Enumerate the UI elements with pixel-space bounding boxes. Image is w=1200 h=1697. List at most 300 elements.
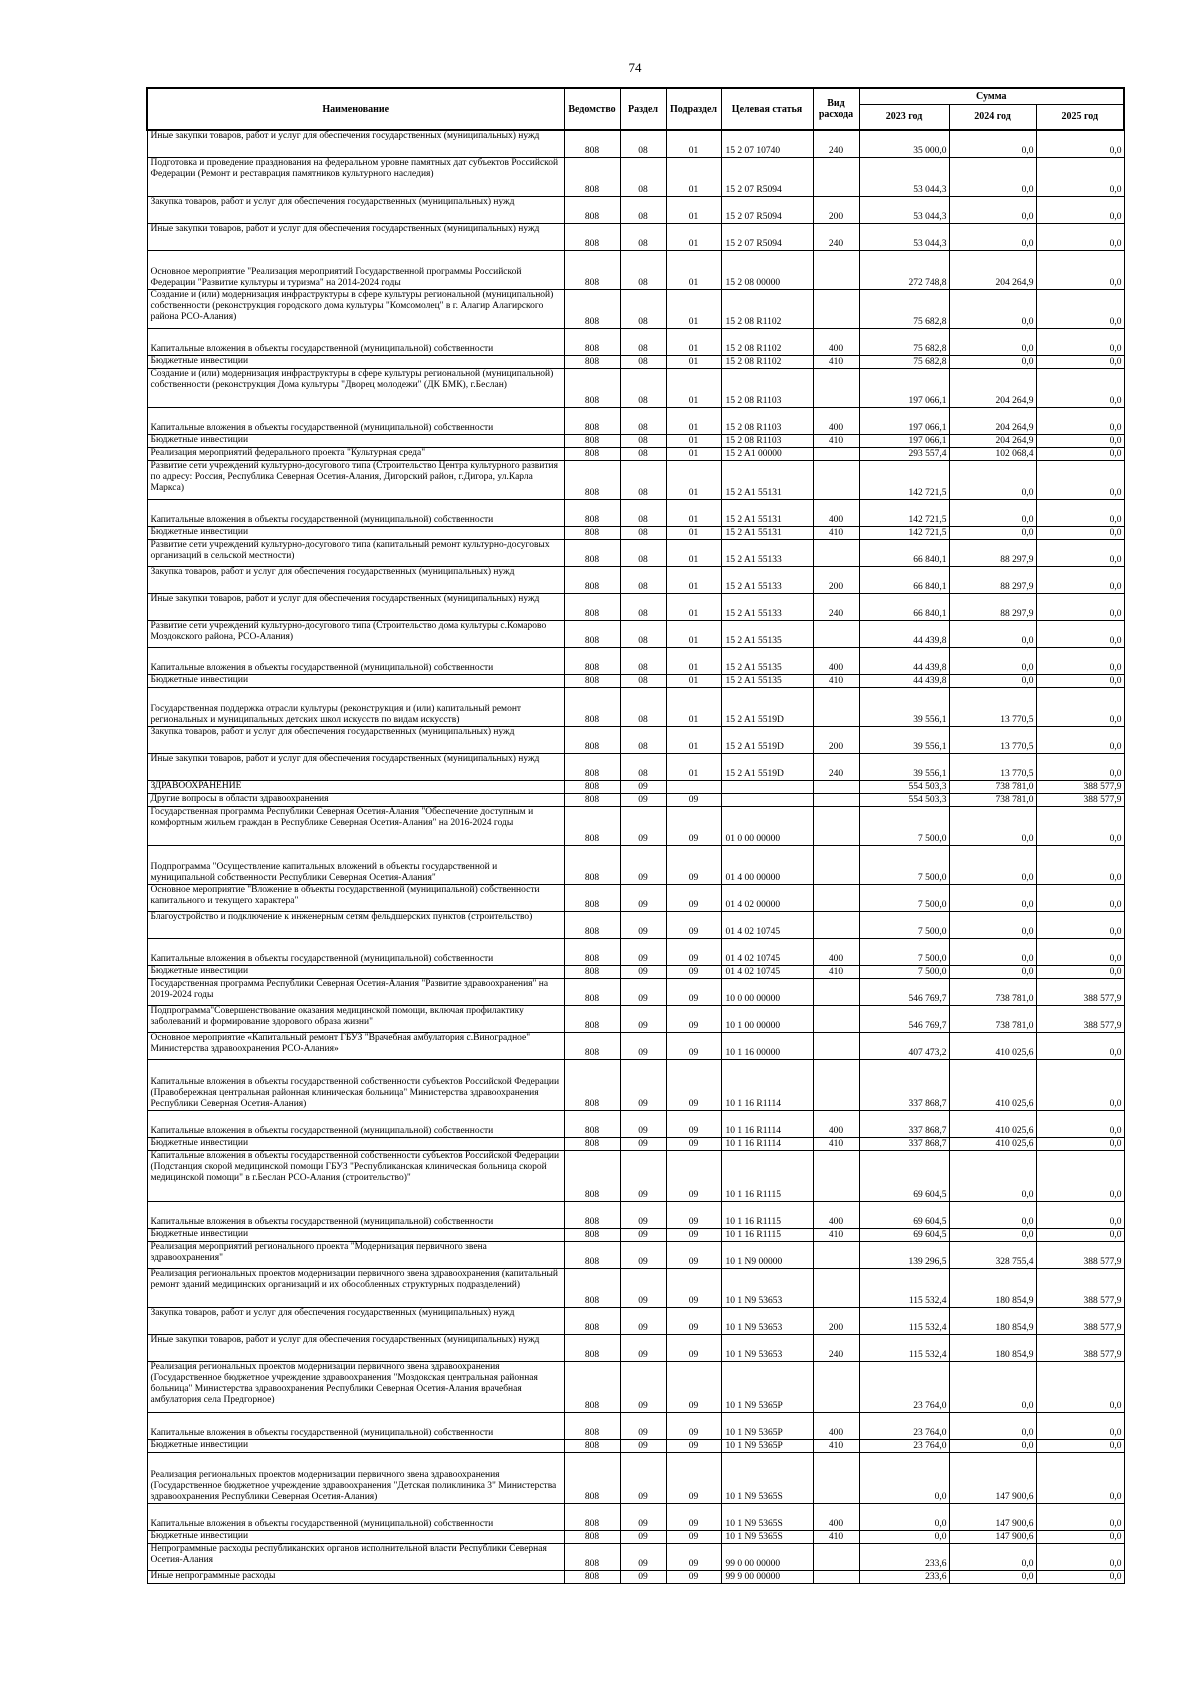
cell-name: Реализация региональных проектов модернизации первичного звена здравоохранения (Государственное бюджетное учреждение здравоохранения "Детская поликлиника 3" Министерства здравоохранения Республики Северная Осетия-Алания) xyxy=(147,1453,564,1504)
cell-podrazdel: 09 xyxy=(666,1413,721,1440)
cell-sum-2025: 0,0 xyxy=(1036,1362,1124,1413)
cell-vedomstvo: 808 xyxy=(564,500,620,527)
cell-sum-2025: 0,0 xyxy=(1036,224,1124,251)
cell-target: 10 1 16 R1114 xyxy=(721,1060,813,1111)
cell-vid xyxy=(813,1453,859,1504)
cell-vedomstvo: 808 xyxy=(564,527,620,540)
cell-vid: 410 xyxy=(813,1440,859,1453)
cell-sum-2025: 0,0 xyxy=(1036,1138,1124,1151)
cell-name: Иные закупки товаров, работ и услуг для обеспечения государственных (муниципальных) нужд xyxy=(147,754,564,781)
cell-vid: 200 xyxy=(813,567,859,594)
cell-razdel: 08 xyxy=(620,594,666,621)
cell-podrazdel: 01 xyxy=(666,688,721,727)
cell-sum-2023: 554 503,3 xyxy=(859,794,949,807)
cell-sum-2025: 388 577,9 xyxy=(1036,979,1124,1006)
cell-podrazdel: 09 xyxy=(666,1151,721,1202)
cell-vid xyxy=(813,448,859,461)
cell-vid: 400 xyxy=(813,648,859,675)
cell-sum-2025: 0,0 xyxy=(1036,1033,1124,1060)
cell-vid: 410 xyxy=(813,435,859,448)
cell-razdel: 09 xyxy=(620,794,666,807)
cell-razdel: 08 xyxy=(620,290,666,329)
cell-name: Основное мероприятие "Реализация мероприятий Государственной программы Российской Федерации "Развитие культуры и туризма" на 2014-2024 годы xyxy=(147,251,564,290)
cell-vid xyxy=(813,158,859,197)
cell-sum-2024: 13 770,5 xyxy=(949,688,1036,727)
cell-vedomstvo: 808 xyxy=(564,290,620,329)
cell-name: Развитие сети учреждений культурно-досугового типа (капитальный ремонт культурно-досуговых организаций в сельской местности) xyxy=(147,540,564,567)
cell-sum-2024: 738 781,0 xyxy=(949,781,1036,794)
cell-razdel: 09 xyxy=(620,846,666,885)
cell-razdel: 09 xyxy=(620,1362,666,1413)
cell-sum-2023: 66 840,1 xyxy=(859,594,949,621)
cell-vid: 200 xyxy=(813,197,859,224)
cell-sum-2025: 0,0 xyxy=(1036,846,1124,885)
cell-sum-2023: 39 556,1 xyxy=(859,727,949,754)
cell-sum-2024: 204 264,9 xyxy=(949,251,1036,290)
cell-podrazdel: 09 xyxy=(666,807,721,846)
cell-target: 10 1 N9 00000 xyxy=(721,1242,813,1269)
cell-name: Бюджетные инвестиции xyxy=(147,356,564,369)
table-row xyxy=(147,329,1124,356)
cell-vedomstvo: 808 xyxy=(564,197,620,224)
cell-sum-2024: 0,0 xyxy=(949,1413,1036,1440)
cell-razdel: 08 xyxy=(620,540,666,567)
cell-razdel: 09 xyxy=(620,912,666,939)
cell-target: 15 2 08 R1103 xyxy=(721,435,813,448)
cell-sum-2023: 53 044,3 xyxy=(859,197,949,224)
cell-podrazdel: 09 xyxy=(666,794,721,807)
table-row xyxy=(147,1229,1124,1242)
cell-sum-2024: 0,0 xyxy=(949,356,1036,369)
cell-podrazdel: 01 xyxy=(666,594,721,621)
cell-sum-2023: 197 066,1 xyxy=(859,435,949,448)
header-summa: Сумма xyxy=(859,88,1124,104)
cell-vid: 410 xyxy=(813,675,859,688)
cell-name: Государственная программа Республики Северная Осетия-Алания "Развитие здравоохранения" на 2019-2024 годы xyxy=(147,979,564,1006)
cell-podrazdel: 01 xyxy=(666,329,721,356)
cell-sum-2024: 13 770,5 xyxy=(949,754,1036,781)
table-row xyxy=(147,1138,1124,1151)
cell-target: 10 0 00 00000 xyxy=(721,979,813,1006)
cell-vid xyxy=(813,1151,859,1202)
cell-podrazdel: 09 xyxy=(666,1571,721,1584)
cell-sum-2025: 0,0 xyxy=(1036,1229,1124,1242)
cell-vid: 240 xyxy=(813,130,859,158)
cell-name: Иные непрограммные расходы xyxy=(147,1571,564,1584)
cell-vedomstvo: 808 xyxy=(564,1229,620,1242)
cell-sum-2025: 0,0 xyxy=(1036,1060,1124,1111)
table-row xyxy=(147,435,1124,448)
cell-podrazdel: 01 xyxy=(666,500,721,527)
table-row xyxy=(147,912,1124,939)
cell-razdel: 09 xyxy=(620,1544,666,1571)
cell-vedomstvo: 808 xyxy=(564,408,620,435)
cell-name: Закупка товаров, работ и услуг для обеспечения государственных (муниципальных) нужд xyxy=(147,567,564,594)
cell-vedomstvo: 808 xyxy=(564,979,620,1006)
table-row xyxy=(147,130,1124,158)
cell-sum-2023: 39 556,1 xyxy=(859,754,949,781)
cell-vid: 200 xyxy=(813,1308,859,1335)
cell-vedomstvo: 808 xyxy=(564,356,620,369)
cell-name: Бюджетные инвестиции xyxy=(147,527,564,540)
cell-sum-2025: 0,0 xyxy=(1036,912,1124,939)
cell-podrazdel: 09 xyxy=(666,966,721,979)
cell-sum-2025: 0,0 xyxy=(1036,130,1124,158)
table-row xyxy=(147,356,1124,369)
cell-vedomstvo: 808 xyxy=(564,540,620,567)
cell-vid xyxy=(813,621,859,648)
table-row xyxy=(147,158,1124,197)
cell-podrazdel: 09 xyxy=(666,885,721,912)
cell-target: 10 1 16 R1115 xyxy=(721,1202,813,1229)
cell-podrazdel: 09 xyxy=(666,1111,721,1138)
cell-vedomstvo: 808 xyxy=(564,1544,620,1571)
cell-podrazdel: 09 xyxy=(666,1335,721,1362)
table-row xyxy=(147,1202,1124,1229)
cell-vedomstvo: 808 xyxy=(564,727,620,754)
cell-name: Бюджетные инвестиции xyxy=(147,675,564,688)
cell-name: Непрограммные расходы республиканских органов исполнительной власти Республики Северная Осетия-Алания xyxy=(147,1544,564,1571)
cell-sum-2024: 0,0 xyxy=(949,939,1036,966)
cell-target: 10 1 16 R1115 xyxy=(721,1229,813,1242)
cell-sum-2025: 0,0 xyxy=(1036,1453,1124,1504)
cell-razdel: 08 xyxy=(620,197,666,224)
cell-sum-2023: 115 532,4 xyxy=(859,1308,949,1335)
cell-sum-2025: 388 577,9 xyxy=(1036,781,1124,794)
cell-razdel: 09 xyxy=(620,807,666,846)
cell-sum-2024: 0,0 xyxy=(949,500,1036,527)
cell-name: Иные закупки товаров, работ и услуг для обеспечения государственных (муниципальных) нужд xyxy=(147,224,564,251)
cell-vedomstvo: 808 xyxy=(564,251,620,290)
cell-target: 99 0 00 00000 xyxy=(721,1544,813,1571)
table-row xyxy=(147,621,1124,648)
cell-podrazdel: 09 xyxy=(666,846,721,885)
cell-sum-2024: 204 264,9 xyxy=(949,435,1036,448)
cell-vid: 410 xyxy=(813,527,859,540)
cell-vid: 400 xyxy=(813,1504,859,1531)
table-row xyxy=(147,794,1124,807)
cell-razdel: 09 xyxy=(620,1531,666,1544)
cell-sum-2024: 0,0 xyxy=(949,1151,1036,1202)
cell-vid xyxy=(813,369,859,408)
cell-vedomstvo: 808 xyxy=(564,807,620,846)
cell-vedomstvo: 808 xyxy=(564,1453,620,1504)
cell-sum-2025: 0,0 xyxy=(1036,1202,1124,1229)
table-body xyxy=(147,130,1124,1584)
cell-sum-2024: 0,0 xyxy=(949,966,1036,979)
cell-name: Подготовка и проведение празднования на федеральном уровне памятных дат субъектов Российской Федерации (Ремонт и реставрация памятников культурного наследия) xyxy=(147,158,564,197)
cell-target: 15 2 A1 55131 xyxy=(721,527,813,540)
cell-sum-2023: 142 721,5 xyxy=(859,500,949,527)
cell-sum-2023: 66 840,1 xyxy=(859,540,949,567)
cell-razdel: 09 xyxy=(620,1229,666,1242)
cell-sum-2025: 0,0 xyxy=(1036,885,1124,912)
cell-sum-2024: 0,0 xyxy=(949,224,1036,251)
header-vedomstvo: Ведомство xyxy=(564,88,620,130)
cell-podrazdel: 01 xyxy=(666,540,721,567)
table-row xyxy=(147,1033,1124,1060)
table-row xyxy=(147,1453,1124,1504)
table-row xyxy=(147,369,1124,408)
cell-vid xyxy=(813,885,859,912)
cell-sum-2024: 88 297,9 xyxy=(949,540,1036,567)
cell-vid: 240 xyxy=(813,754,859,781)
cell-name: Благоустройство и подключение к инженерным сетям фельдшерских пунктов (строительство) xyxy=(147,912,564,939)
cell-target: 15 2 A1 55133 xyxy=(721,567,813,594)
cell-sum-2024: 180 854,9 xyxy=(949,1269,1036,1308)
cell-target: 15 2 08 R1102 xyxy=(721,290,813,329)
cell-sum-2023: 7 500,0 xyxy=(859,885,949,912)
cell-target: 15 2 A1 55135 xyxy=(721,621,813,648)
cell-vid: 240 xyxy=(813,224,859,251)
cell-vedomstvo: 808 xyxy=(564,567,620,594)
cell-vid xyxy=(813,540,859,567)
cell-razdel: 09 xyxy=(620,1033,666,1060)
cell-sum-2024: 0,0 xyxy=(949,290,1036,329)
cell-name: Реализация мероприятий регионального проекта "Модернизация первичного звена здравоохранения" xyxy=(147,1242,564,1269)
cell-vedomstvo: 808 xyxy=(564,435,620,448)
cell-vedomstvo: 808 xyxy=(564,369,620,408)
cell-vid: 240 xyxy=(813,594,859,621)
cell-sum-2024: 0,0 xyxy=(949,912,1036,939)
cell-sum-2024: 180 854,9 xyxy=(949,1335,1036,1362)
cell-sum-2023: 0,0 xyxy=(859,1531,949,1544)
cell-sum-2023: 7 500,0 xyxy=(859,912,949,939)
cell-sum-2023: 554 503,3 xyxy=(859,781,949,794)
cell-sum-2025: 0,0 xyxy=(1036,621,1124,648)
cell-razdel: 09 xyxy=(620,1308,666,1335)
cell-sum-2023: 0,0 xyxy=(859,1504,949,1531)
cell-podrazdel: 01 xyxy=(666,448,721,461)
cell-vedomstvo: 808 xyxy=(564,1440,620,1453)
cell-sum-2023: 39 556,1 xyxy=(859,688,949,727)
cell-sum-2024: 147 900,6 xyxy=(949,1531,1036,1544)
cell-vid xyxy=(813,1006,859,1033)
cell-podrazdel: 01 xyxy=(666,648,721,675)
cell-sum-2024: 0,0 xyxy=(949,846,1036,885)
cell-sum-2023: 546 769,7 xyxy=(859,1006,949,1033)
cell-podrazdel: 09 xyxy=(666,1544,721,1571)
cell-vedomstvo: 808 xyxy=(564,1531,620,1544)
table-row xyxy=(147,1544,1124,1571)
header-razdel: Раздел xyxy=(620,88,666,130)
cell-vedomstvo: 808 xyxy=(564,688,620,727)
cell-name: Закупка товаров, работ и услуг для обеспечения государственных (муниципальных) нужд xyxy=(147,727,564,754)
cell-vid xyxy=(813,1269,859,1308)
cell-sum-2025: 0,0 xyxy=(1036,688,1124,727)
cell-sum-2025: 0,0 xyxy=(1036,197,1124,224)
cell-target: 15 2 A1 5519D xyxy=(721,754,813,781)
cell-podrazdel: 09 xyxy=(666,1242,721,1269)
table-row xyxy=(147,1362,1124,1413)
cell-target: 10 1 N9 5365S xyxy=(721,1453,813,1504)
cell-name: Капитальные вложения в объекты государственной (муниципальной) собственности xyxy=(147,1413,564,1440)
cell-sum-2024: 328 755,4 xyxy=(949,1242,1036,1269)
cell-sum-2023: 23 764,0 xyxy=(859,1440,949,1453)
cell-sum-2023: 233,6 xyxy=(859,1544,949,1571)
table-row xyxy=(147,500,1124,527)
cell-vid xyxy=(813,846,859,885)
cell-name: Бюджетные инвестиции xyxy=(147,435,564,448)
cell-vid: 200 xyxy=(813,727,859,754)
cell-razdel: 08 xyxy=(620,356,666,369)
cell-sum-2023: 407 473,2 xyxy=(859,1033,949,1060)
cell-podrazdel xyxy=(666,781,721,794)
cell-name: Капитальные вложения в объекты государственной (муниципальной) собственности xyxy=(147,1504,564,1531)
cell-sum-2024: 204 264,9 xyxy=(949,369,1036,408)
cell-vid xyxy=(813,1060,859,1111)
cell-razdel: 08 xyxy=(620,688,666,727)
cell-sum-2025: 0,0 xyxy=(1036,435,1124,448)
cell-sum-2023: 139 296,5 xyxy=(859,1242,949,1269)
cell-vid xyxy=(813,912,859,939)
cell-target: 15 2 A1 00000 xyxy=(721,448,813,461)
cell-sum-2025: 0,0 xyxy=(1036,594,1124,621)
cell-target: 15 2 07 R5094 xyxy=(721,224,813,251)
cell-vedomstvo: 808 xyxy=(564,794,620,807)
cell-sum-2025: 388 577,9 xyxy=(1036,1269,1124,1308)
cell-vid xyxy=(813,290,859,329)
cell-name: Капитальные вложения в объекты государственной собственности субъектов Российской Федерации (Подстанция скорой медицинской помощи ГБУЗ "Республиканская клиническая больница скорой медицинской помощи" в г.Беслан РСО-Алания (строительство)" xyxy=(147,1151,564,1202)
table-row xyxy=(147,939,1124,966)
cell-podrazdel: 01 xyxy=(666,408,721,435)
table-row xyxy=(147,1413,1124,1440)
cell-razdel: 09 xyxy=(620,781,666,794)
cell-podrazdel: 09 xyxy=(666,979,721,1006)
cell-sum-2025: 0,0 xyxy=(1036,807,1124,846)
cell-sum-2025: 0,0 xyxy=(1036,648,1124,675)
cell-vedomstvo: 808 xyxy=(564,1151,620,1202)
cell-podrazdel: 09 xyxy=(666,1269,721,1308)
cell-sum-2025: 0,0 xyxy=(1036,356,1124,369)
cell-sum-2023: 75 682,8 xyxy=(859,356,949,369)
table-row xyxy=(147,885,1124,912)
cell-sum-2024: 0,0 xyxy=(949,130,1036,158)
table-row xyxy=(147,1504,1124,1531)
cell-name: Иные закупки товаров, работ и услуг для обеспечения государственных (муниципальных) нужд xyxy=(147,1335,564,1362)
cell-name: Другие вопросы в области здравоохранения xyxy=(147,794,564,807)
cell-sum-2024: 0,0 xyxy=(949,1544,1036,1571)
cell-razdel: 09 xyxy=(620,1269,666,1308)
cell-target: 15 2 08 R1102 xyxy=(721,356,813,369)
table-row xyxy=(147,408,1124,435)
cell-sum-2024: 0,0 xyxy=(949,158,1036,197)
table-row xyxy=(147,251,1124,290)
cell-podrazdel: 09 xyxy=(666,1362,721,1413)
cell-sum-2023: 7 500,0 xyxy=(859,939,949,966)
cell-podrazdel: 09 xyxy=(666,1531,721,1544)
cell-sum-2024: 0,0 xyxy=(949,197,1036,224)
cell-target: 15 2 A1 55133 xyxy=(721,540,813,567)
cell-podrazdel: 01 xyxy=(666,224,721,251)
cell-name: Капитальные вложения в объекты государственной (муниципальной) собственности xyxy=(147,329,564,356)
cell-razdel: 08 xyxy=(620,567,666,594)
cell-sum-2025: 0,0 xyxy=(1036,1151,1124,1202)
cell-target: 10 1 N9 53653 xyxy=(721,1335,813,1362)
cell-razdel: 09 xyxy=(620,1504,666,1531)
cell-podrazdel: 01 xyxy=(666,369,721,408)
cell-podrazdel: 09 xyxy=(666,912,721,939)
cell-vedomstvo: 808 xyxy=(564,781,620,794)
cell-target: 15 2 07 10740 xyxy=(721,130,813,158)
cell-podrazdel: 09 xyxy=(666,1440,721,1453)
cell-vid xyxy=(813,251,859,290)
cell-target: 10 1 16 R1114 xyxy=(721,1111,813,1138)
table-row xyxy=(147,461,1124,500)
cell-sum-2025: 388 577,9 xyxy=(1036,1335,1124,1362)
cell-sum-2023: 337 868,7 xyxy=(859,1060,949,1111)
table-row xyxy=(147,675,1124,688)
cell-podrazdel: 01 xyxy=(666,567,721,594)
cell-sum-2024: 0,0 xyxy=(949,648,1036,675)
cell-vid xyxy=(813,781,859,794)
cell-sum-2023: 115 532,4 xyxy=(859,1269,949,1308)
cell-vedomstvo: 808 xyxy=(564,1138,620,1151)
cell-vedomstvo: 808 xyxy=(564,939,620,966)
cell-sum-2023: 272 748,8 xyxy=(859,251,949,290)
table-row xyxy=(147,966,1124,979)
cell-sum-2024: 0,0 xyxy=(949,807,1036,846)
cell-target: 15 2 A1 55133 xyxy=(721,594,813,621)
cell-vid xyxy=(813,1571,859,1584)
cell-target: 15 2 08 R1102 xyxy=(721,329,813,356)
table-row xyxy=(147,594,1124,621)
cell-sum-2025: 388 577,9 xyxy=(1036,1308,1124,1335)
cell-target: 01 4 02 10745 xyxy=(721,912,813,939)
cell-razdel: 08 xyxy=(620,435,666,448)
cell-sum-2024: 410 025,6 xyxy=(949,1111,1036,1138)
cell-vid: 400 xyxy=(813,329,859,356)
cell-sum-2023: 546 769,7 xyxy=(859,979,949,1006)
cell-vedomstvo: 808 xyxy=(564,1111,620,1138)
cell-sum-2025: 0,0 xyxy=(1036,369,1124,408)
cell-vedomstvo: 808 xyxy=(564,621,620,648)
cell-razdel: 09 xyxy=(620,1335,666,1362)
cell-name: Капитальные вложения в объекты государственной (муниципальной) собственности xyxy=(147,408,564,435)
cell-vid xyxy=(813,461,859,500)
cell-podrazdel: 01 xyxy=(666,251,721,290)
cell-razdel: 09 xyxy=(620,885,666,912)
cell-vid: 400 xyxy=(813,939,859,966)
cell-razdel: 08 xyxy=(620,621,666,648)
cell-podrazdel: 09 xyxy=(666,1202,721,1229)
cell-vid: 410 xyxy=(813,1229,859,1242)
cell-sum-2023: 233,6 xyxy=(859,1571,949,1584)
cell-sum-2024: 0,0 xyxy=(949,1202,1036,1229)
table-row xyxy=(147,567,1124,594)
cell-razdel: 09 xyxy=(620,966,666,979)
cell-vedomstvo: 808 xyxy=(564,461,620,500)
cell-sum-2025: 0,0 xyxy=(1036,408,1124,435)
cell-sum-2024: 0,0 xyxy=(949,461,1036,500)
cell-target: 15 2 A1 55131 xyxy=(721,461,813,500)
cell-vedomstvo: 808 xyxy=(564,1202,620,1229)
cell-name: ЗДРАВООХРАНЕНИЕ xyxy=(147,781,564,794)
cell-sum-2025: 0,0 xyxy=(1036,675,1124,688)
cell-name: Капитальные вложения в объекты государственной собственности субъектов Российской Федерации (Правобережная центральная районная клиническая больница" Министерства здравоохранения Республики Северная Осетия-Алания) xyxy=(147,1060,564,1111)
table-row xyxy=(147,290,1124,329)
cell-podrazdel: 09 xyxy=(666,1060,721,1111)
cell-sum-2023: 0,0 xyxy=(859,1453,949,1504)
cell-name: Капитальные вложения в объекты государственной (муниципальной) собственности xyxy=(147,1202,564,1229)
cell-vedomstvo: 808 xyxy=(564,1413,620,1440)
cell-vid: 410 xyxy=(813,966,859,979)
cell-name: Капитальные вложения в объекты государственной (муниципальной) собственности xyxy=(147,939,564,966)
cell-target: 10 1 16 R1114 xyxy=(721,1138,813,1151)
cell-sum-2023: 44 439,8 xyxy=(859,648,949,675)
cell-razdel: 08 xyxy=(620,130,666,158)
cell-podrazdel: 01 xyxy=(666,754,721,781)
